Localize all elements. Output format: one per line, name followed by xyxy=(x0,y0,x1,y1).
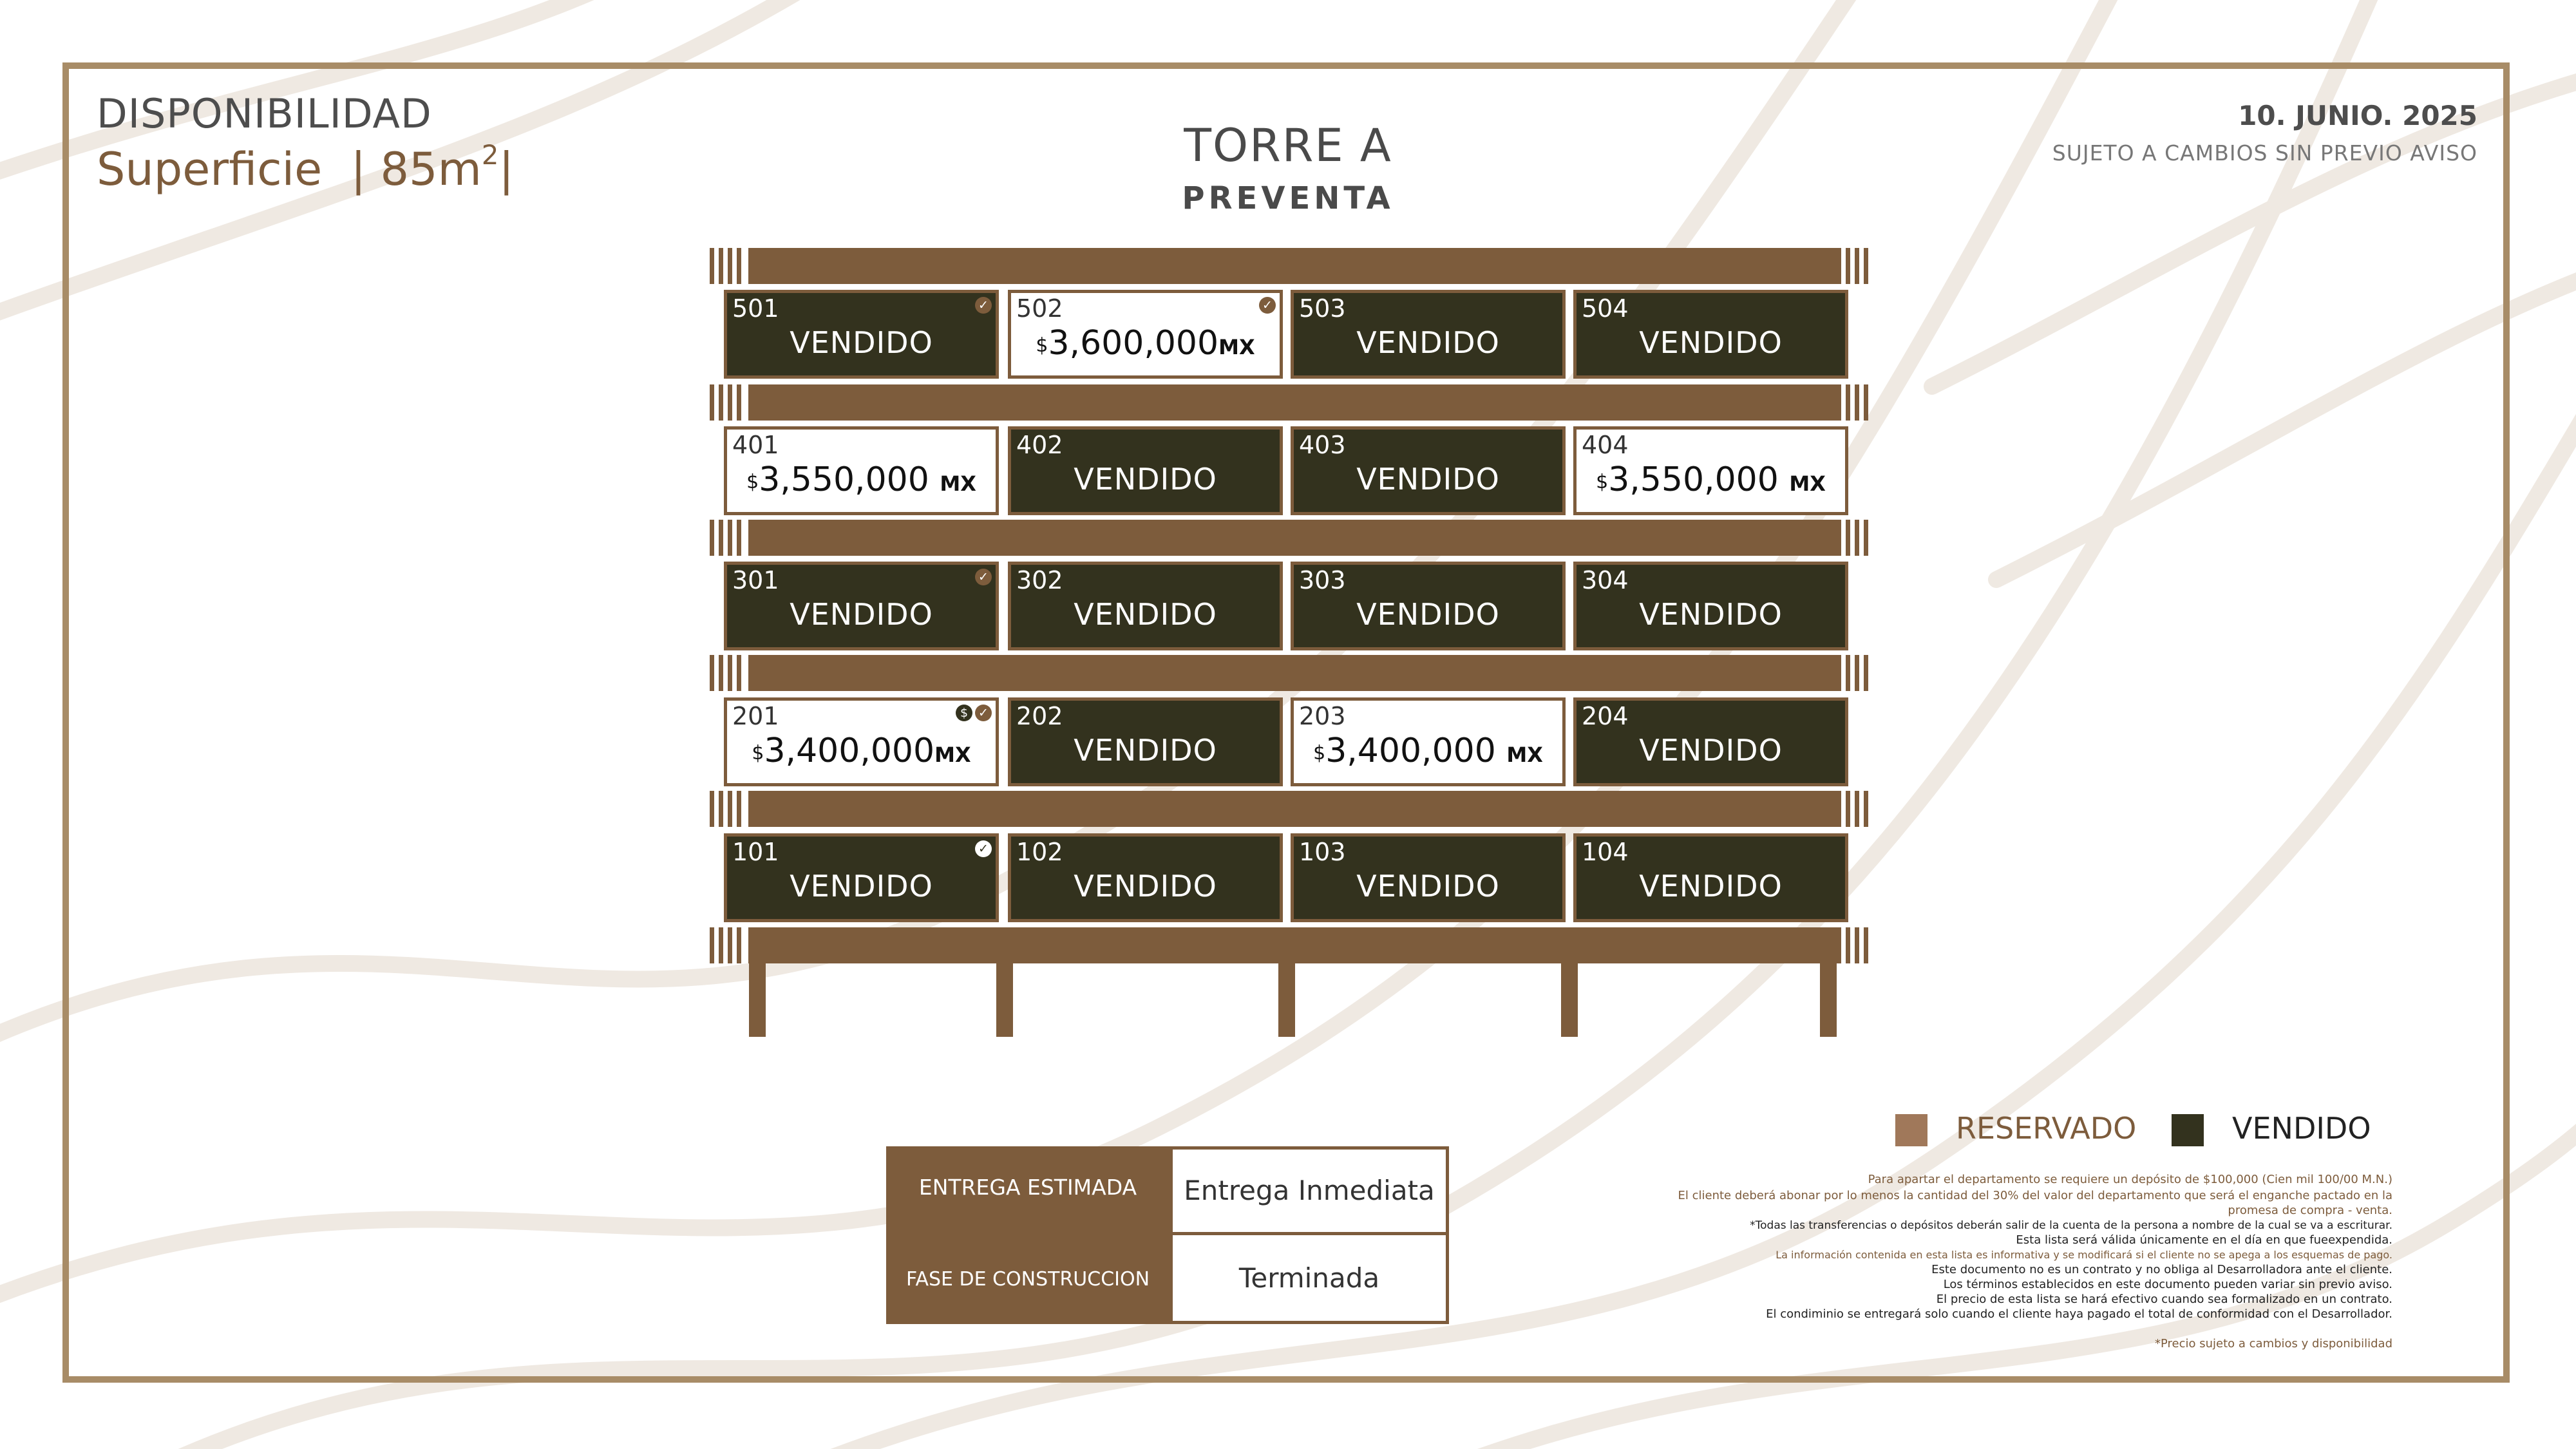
slab-cap xyxy=(710,520,746,556)
slab-cap xyxy=(710,248,746,284)
fase-value: Terminada xyxy=(1170,1232,1449,1324)
slab-cap xyxy=(1837,655,1873,691)
unit-status: VENDIDO xyxy=(790,597,933,632)
surface-label: Superficie | $85m^2|$ xyxy=(97,138,515,196)
unit-status: VENDIDO xyxy=(1356,869,1500,904)
unit-103[interactable] xyxy=(1291,833,1566,922)
unit-304[interactable] xyxy=(1573,562,1848,650)
unit-number: 504 xyxy=(1582,294,1629,323)
entrega-value: Entrega Inmediata xyxy=(1170,1146,1449,1235)
unit-status: VENDIDO xyxy=(1639,869,1783,904)
unit-price: $3,400,000MX xyxy=(752,732,971,770)
tower-title: TORRE A xyxy=(1184,119,1392,172)
floor-slab xyxy=(748,520,1837,556)
unit-504[interactable] xyxy=(1573,290,1848,379)
unit-503[interactable] xyxy=(1291,290,1566,379)
disclaimer-line: El cliente deberá abonar por lo menos la cantidad del 30% del valor del departamento que será el enganche pactado en la xyxy=(1678,1189,2392,1202)
disclaimer-line: Este documento no es un contrato y no obliga al Desarrolladora ante el cliente. xyxy=(1931,1263,2392,1276)
unit-number: 102 xyxy=(1016,838,1063,866)
unit-status: VENDIDO xyxy=(1356,597,1500,632)
check-icon: ✓ xyxy=(975,569,992,585)
unit-404[interactable] xyxy=(1573,426,1848,515)
unit-number: 502 xyxy=(1016,294,1063,323)
disclaimer-line: Esta lista será válida únicamente en el día en que fueexpendida. xyxy=(2016,1233,2392,1247)
unit-number: 304 xyxy=(1582,566,1629,594)
disclaimer-line: promesa de compra - venta. xyxy=(2228,1204,2392,1217)
unit-status: VENDIDO xyxy=(1074,462,1217,497)
unit-number: 203 xyxy=(1299,702,1346,730)
unit-status: VENDIDO xyxy=(1074,597,1217,632)
reservado-swatch xyxy=(1895,1114,1927,1146)
check-icon: ✓ xyxy=(1259,297,1276,314)
slab-cap xyxy=(1837,384,1873,421)
unit-number: 403 xyxy=(1299,431,1346,459)
unit-number: 103 xyxy=(1299,838,1346,866)
disclaimer-line: El precio de esta lista se hará efectivo cuando sea formalizado en un contrato. xyxy=(1936,1293,2392,1306)
unit-501[interactable] xyxy=(724,290,999,379)
date: 10. JUNIO. 2025 xyxy=(2238,100,2477,131)
disclaimer-line: Los términos establecidos en este documento pueden variar sin previo aviso. xyxy=(1943,1278,2392,1291)
unit-number: 204 xyxy=(1582,702,1629,730)
unit-status: VENDIDO xyxy=(1356,462,1500,497)
unit-102[interactable] xyxy=(1008,833,1283,922)
unit-status: VENDIDO xyxy=(790,325,933,360)
unit-price: $3,400,000 MX xyxy=(1313,732,1543,770)
disclaimer-line: El condiminio se entregará solo cuando el cliente haya pagado el total de conformidad con el Desarrollador. xyxy=(1766,1307,2392,1321)
unit-203[interactable] xyxy=(1291,697,1566,786)
unit-number: 302 xyxy=(1016,566,1063,594)
disclaimer-line: La información contenida en esta lista es informativa y se modificará si el cliente no se apega a los esquemas de pago. xyxy=(1776,1249,2392,1261)
check-icon: ✓ xyxy=(975,705,992,721)
pillar xyxy=(1820,963,1837,1037)
subject-notice: SUJETO A CAMBIOS SIN PREVIO AVISO xyxy=(2052,140,2477,166)
floor-slab xyxy=(748,384,1837,421)
floor-slab xyxy=(748,248,1837,284)
price-note: *Precio sujeto a cambios y disponibilidad xyxy=(2155,1337,2392,1350)
fase-label: FASE DE CONSTRUCCION xyxy=(886,1235,1170,1324)
tower-phase: PREVENTA xyxy=(1182,180,1394,216)
unit-status: VENDIDO xyxy=(1639,325,1783,360)
dollar-icon: $ xyxy=(956,705,972,721)
unit-number: 104 xyxy=(1582,838,1629,866)
floor-slab xyxy=(748,655,1837,691)
disclaimer-line: *Todas las transferencias o depósitos deberán salir de la cuenta de la persona a nombre de la cual se va a escriturar. xyxy=(1750,1219,2392,1232)
unit-status: VENDIDO xyxy=(790,869,933,904)
check-icon: ✓ xyxy=(975,297,992,314)
unit-202[interactable] xyxy=(1008,697,1283,786)
entrega-label: ENTREGA ESTIMADA xyxy=(886,1146,1170,1235)
legend-vendido: VENDIDO xyxy=(2232,1111,2371,1146)
slab-cap xyxy=(1837,927,1873,963)
pillar xyxy=(1278,963,1295,1037)
unit-number: 503 xyxy=(1299,294,1346,323)
vendido-swatch xyxy=(2172,1114,2204,1146)
floor-slab xyxy=(748,927,1837,963)
unit-402[interactable] xyxy=(1008,426,1283,515)
unit-price: $3,550,000 MX xyxy=(746,460,976,499)
unit-403[interactable] xyxy=(1291,426,1566,515)
unit-price: $3,600,000MX xyxy=(1036,324,1255,363)
slab-cap xyxy=(1837,248,1873,284)
unit-204[interactable] xyxy=(1573,697,1848,786)
unit-price: $3,550,000 MX xyxy=(1596,460,1826,499)
unit-status: VENDIDO xyxy=(1074,733,1217,768)
slab-cap xyxy=(1837,520,1873,556)
unit-number: 401 xyxy=(732,431,779,459)
pillar xyxy=(996,963,1013,1037)
slab-cap xyxy=(710,791,746,827)
slab-cap xyxy=(710,384,746,421)
unit-status: VENDIDO xyxy=(1639,733,1783,768)
unit-number: 404 xyxy=(1582,431,1629,459)
unit-status: VENDIDO xyxy=(1356,325,1500,360)
unit-number: 101 xyxy=(732,838,779,866)
unit-502[interactable] xyxy=(1008,290,1283,379)
slab-cap xyxy=(710,655,746,691)
unit-302[interactable] xyxy=(1008,562,1283,650)
check-icon: ✓ xyxy=(975,840,992,857)
unit-number: 402 xyxy=(1016,431,1063,459)
floor-slab xyxy=(748,791,1837,827)
unit-104[interactable] xyxy=(1573,833,1848,922)
unit-303[interactable] xyxy=(1291,562,1566,650)
page-title: DISPONIBILIDAD xyxy=(97,90,432,137)
unit-number: 301 xyxy=(732,566,779,594)
unit-401[interactable] xyxy=(724,426,999,515)
unit-status: VENDIDO xyxy=(1639,597,1783,632)
unit-number: 501 xyxy=(732,294,779,323)
unit-number: 202 xyxy=(1016,702,1063,730)
pillar xyxy=(1561,963,1578,1037)
unit-number: 201 xyxy=(732,702,779,730)
unit-number: 303 xyxy=(1299,566,1346,594)
legend-reservado: RESERVADO xyxy=(1956,1111,2137,1146)
slab-cap xyxy=(710,927,746,963)
unit-status: VENDIDO xyxy=(1074,869,1217,904)
slab-cap xyxy=(1837,791,1873,827)
pillar xyxy=(749,963,766,1037)
disclaimer-line: Para apartar el departamento se requiere un depósito de $100,000 (Cien mil 100/00 M.N.) xyxy=(1868,1173,2392,1186)
unit-101[interactable] xyxy=(724,833,999,922)
unit-301[interactable] xyxy=(724,562,999,650)
unit-201[interactable] xyxy=(724,697,999,786)
delivery-table xyxy=(886,1146,1449,1324)
